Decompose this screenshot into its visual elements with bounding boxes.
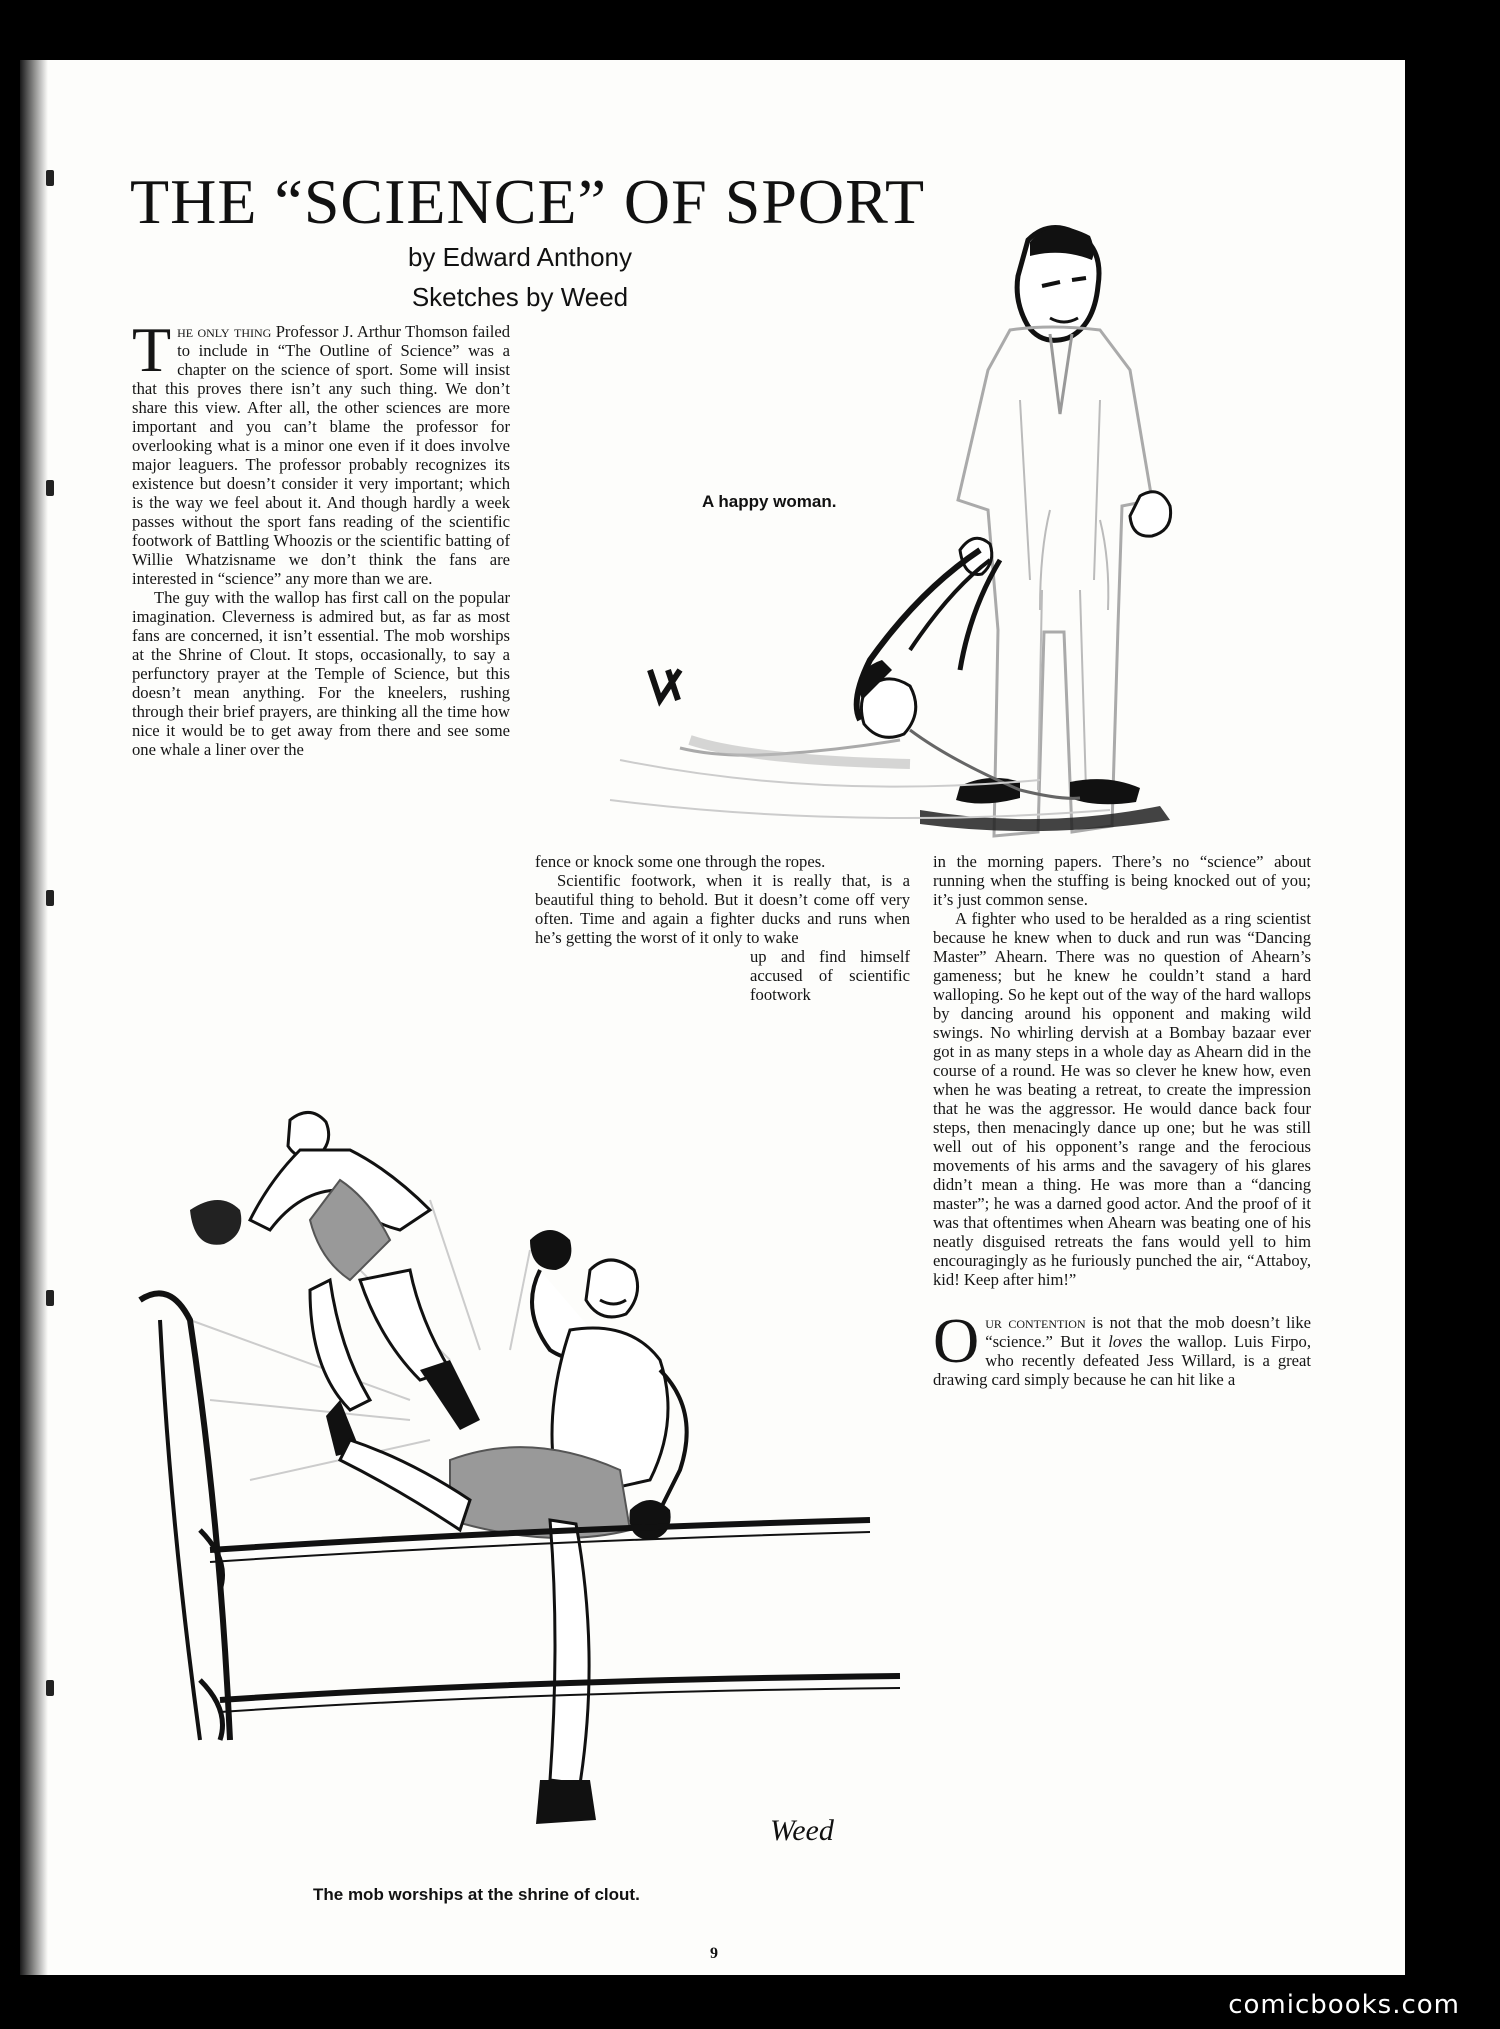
sketches-credit: Sketches by Weed [411,282,629,312]
binding-stitch [46,1290,54,1306]
paragraph: in the morning papers. There’s no “science” about running when the stuffing is being knocked out of you; it’s just common sense. [933,852,1311,909]
paragraph: Scientific footwork, when it is really that, is a beautiful thing to behold. But it doesn’t come off very often. Time and again a fighter ducks and runs when he’s getting the worst of it only to wake [535,871,910,947]
text-column-3 [933,852,1311,1389]
binding-stitch [46,1680,54,1696]
man-figure [920,227,1171,836]
binding-stitch [46,170,54,186]
paragraph: The guy with the wallop has first call on the popular imagination. Cleverness is admired but, as far as most fans are concerned, it isn’t essential. The mob worships at the Shrine of Clout. It stops, occasionally, to say a perfunctory prayer at the Temple of Science, but this doesn’t mean anything. For the kneelers, rushing through their brief prayers, are thinking all the time how nice it would be to get away from there and see some one whale a liner over the [132,588,510,759]
paragraph: Professor J. Arthur Thomson failed to include in “The Outline of Science” was a chapter on the science of sport. Some will insist that this proves there isn’t any such thing. We don’t share this view. After all, the other sciences are more important and you can’t blame the professor for overlooking what is a minor one even if it does involve major leaguers. The professor probably recognizes its existence but doesn’t consider it very important; which is the way we feel about it. And though hardly a week passes without the sport fans reading of the scientific footwork of Battling Whoozis or the scientific batting of Willie Whatzisname we don’t think the fans are interested in “science” any more than we are. [132,322,510,588]
article-title: THE “SCIENCE” OF SPORT [130,166,926,237]
site-watermark: comicbooks.com [1228,1990,1460,2020]
illustration-happy-woman [580,220,1360,840]
paragraph: A fighter who used to be heralded as a ring scientist because he knew when to duck and run was “Dancing Master” Ahearn. There was no question of Ahearn’s gameness; but he knew he couldn’t stand a hard walloping. So he kept out of the way of the hard wallops by dancing around his opponent and making wild swings. No whirling dervish at a Bombay bazaar ever got in as many steps in a whole day as Ahearn did in the course of a round. He was so clever he knew how, even when he was beating a retreat, to create the impression that he was the aggressor. He would dance back four steps, then menacingly dance up one; but he was still well out of his opponent’s range and the ferocious movements of his arms and the savagery of his glares didn’t mean a thing. He was more than a “dancing master”; he was a darned good actor. And the proof of it was that oftentimes when Ahearn was beating one of his neatly disguised retreats the fans would yell to him encouragingly as he furiously punched the air, “Attaboy, kid! Keep after him!” [933,909,1311,1289]
illustration-boxers [130,1100,910,1920]
paragraph: fence or knock some one through the ropes. [535,852,826,871]
binding-stitch [46,890,54,906]
binding-stitch [46,480,54,496]
caption-top: A happy woman. [702,492,837,511]
text-column-1 [132,314,510,759]
paragraph: is not that the mob doesn’t like “science.” But it [985,1313,1311,1351]
artist-signature: Weed [770,1814,834,1847]
page-gutter-shadow [20,60,48,1975]
paragraph: the wallop. Luis Firpo, who recently defeated Jess Willard, is a great drawing card simply because he can hit like a [933,1332,1311,1389]
paragraph: up and find himself accused of scientific footwork [750,947,910,1004]
caption-bottom: The mob worships at the shrine of clout. [313,1885,640,1904]
page-number: 9 [710,1945,718,1962]
text-column-2 [535,852,910,1004]
emphasis: loves [1108,1332,1143,1351]
woman-figure [610,550,1110,818]
magazine-page [20,60,1405,1975]
falling-boxer [190,1112,480,1456]
drop-cap: T [132,314,172,385]
article-byline: by Edward Anthony [407,242,633,272]
lead-in: he only thing [177,322,272,341]
lead-in: ur contention [985,1313,1086,1332]
drop-cap: O [933,1305,980,1376]
